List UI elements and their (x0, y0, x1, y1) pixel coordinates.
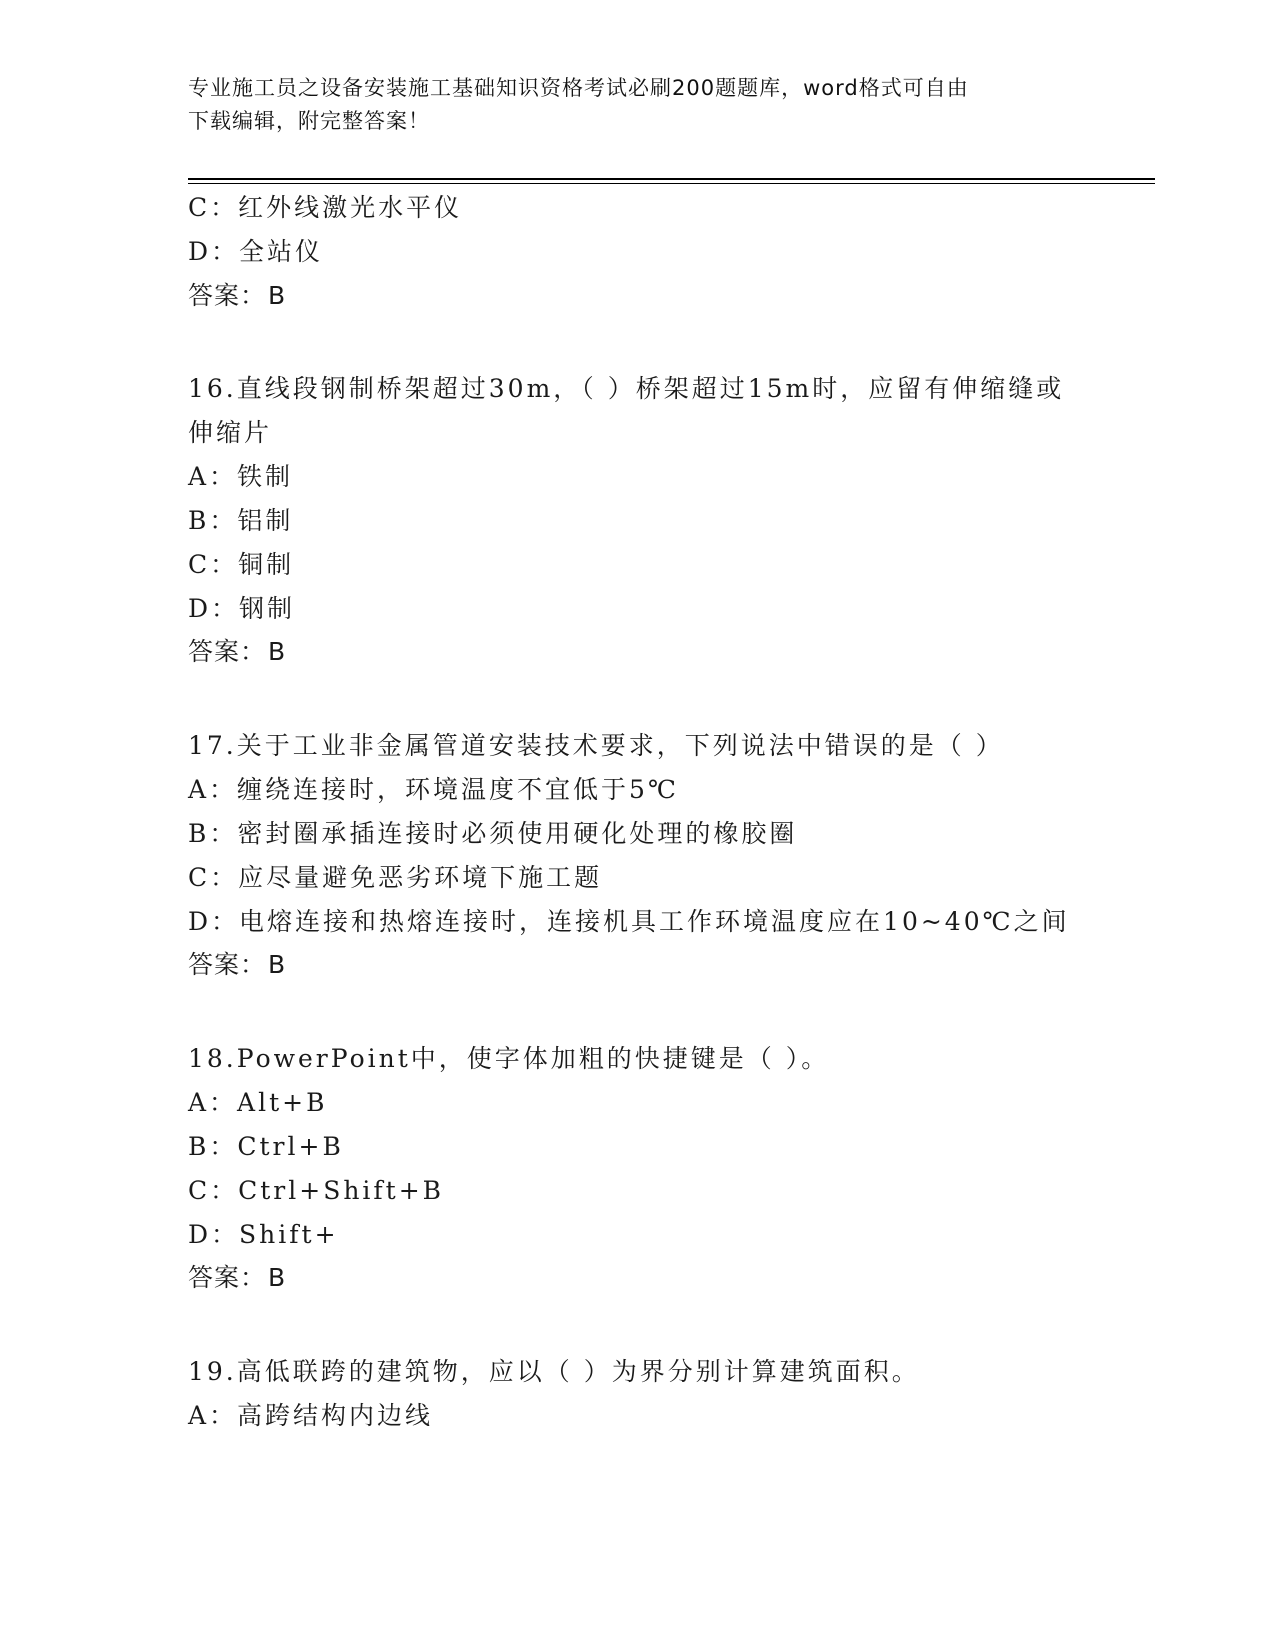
q16-option-d: D：钢制 (188, 594, 296, 623)
q16-stem-line-1: 16.直线段钢制桥架超过30m，（ ）桥架超过15m时，应留有伸缩缝或 (188, 374, 1065, 403)
answer-value: B (268, 281, 287, 310)
q18-option-d: D：Shift+ (188, 1220, 339, 1249)
answer-label: 答案： (188, 281, 267, 310)
header-line-1: 专业施工员之设备安装施工基础知识资格考试必刷200题题库，word格式可自由 (188, 76, 969, 100)
answer-label: 答案： (188, 1263, 267, 1292)
document-header (188, 72, 1088, 138)
q18-stem: 18.PowerPoint中，使字体加粗的快捷键是（ ）。 (188, 1044, 830, 1073)
header-rule-thin (188, 183, 1155, 184)
q16-option-a: A：铁制 (188, 462, 294, 491)
q18-option-b: B：Ctrl+B (188, 1132, 344, 1161)
q17-option-d: D：电熔连接和热熔连接时，连接机具工作环境温度应在10~40℃之间 (188, 907, 1070, 936)
q17-option-b: B：密封圈承插连接时必须使用硬化处理的橡胶圈 (188, 819, 798, 848)
q15-answer (188, 281, 286, 311)
q17-answer (188, 950, 286, 980)
q18-option-c: C：Ctrl+Shift+B (188, 1176, 445, 1205)
q16-answer (188, 637, 286, 667)
q16-option-b: B：铝制 (188, 506, 294, 535)
answer-label: 答案： (188, 950, 267, 979)
header-line-2: 下载编辑，附完整答案！ (188, 109, 430, 133)
q17-option-c: C：应尽量避免恶劣环境下施工题 (188, 863, 603, 892)
q16-option-c: C：铜制 (188, 550, 295, 579)
answer-value: B (268, 950, 287, 979)
q15-option-d: D：全站仪 (188, 237, 324, 266)
q18-answer (188, 1263, 286, 1293)
answer-value: B (268, 637, 287, 666)
q16-stem-line-2: 伸缩片 (188, 418, 273, 447)
q19-stem: 19.高低联跨的建筑物，应以（ ）为界分别计算建筑面积。 (188, 1357, 920, 1386)
q18-option-a: A：Alt+B (188, 1088, 328, 1117)
answer-value: B (268, 1263, 287, 1292)
q19-option-a: A：高跨结构内边线 (188, 1401, 434, 1430)
q17-option-a: A：缠绕连接时，环境温度不宜低于5℃ (188, 775, 679, 804)
header-rule-thick (188, 178, 1155, 180)
q15-option-c: C：红外线激光水平仪 (188, 193, 463, 222)
q17-stem: 17.关于工业非金属管道安装技术要求，下列说法中错误的是（ ） (188, 731, 1004, 760)
answer-label: 答案： (188, 637, 267, 666)
